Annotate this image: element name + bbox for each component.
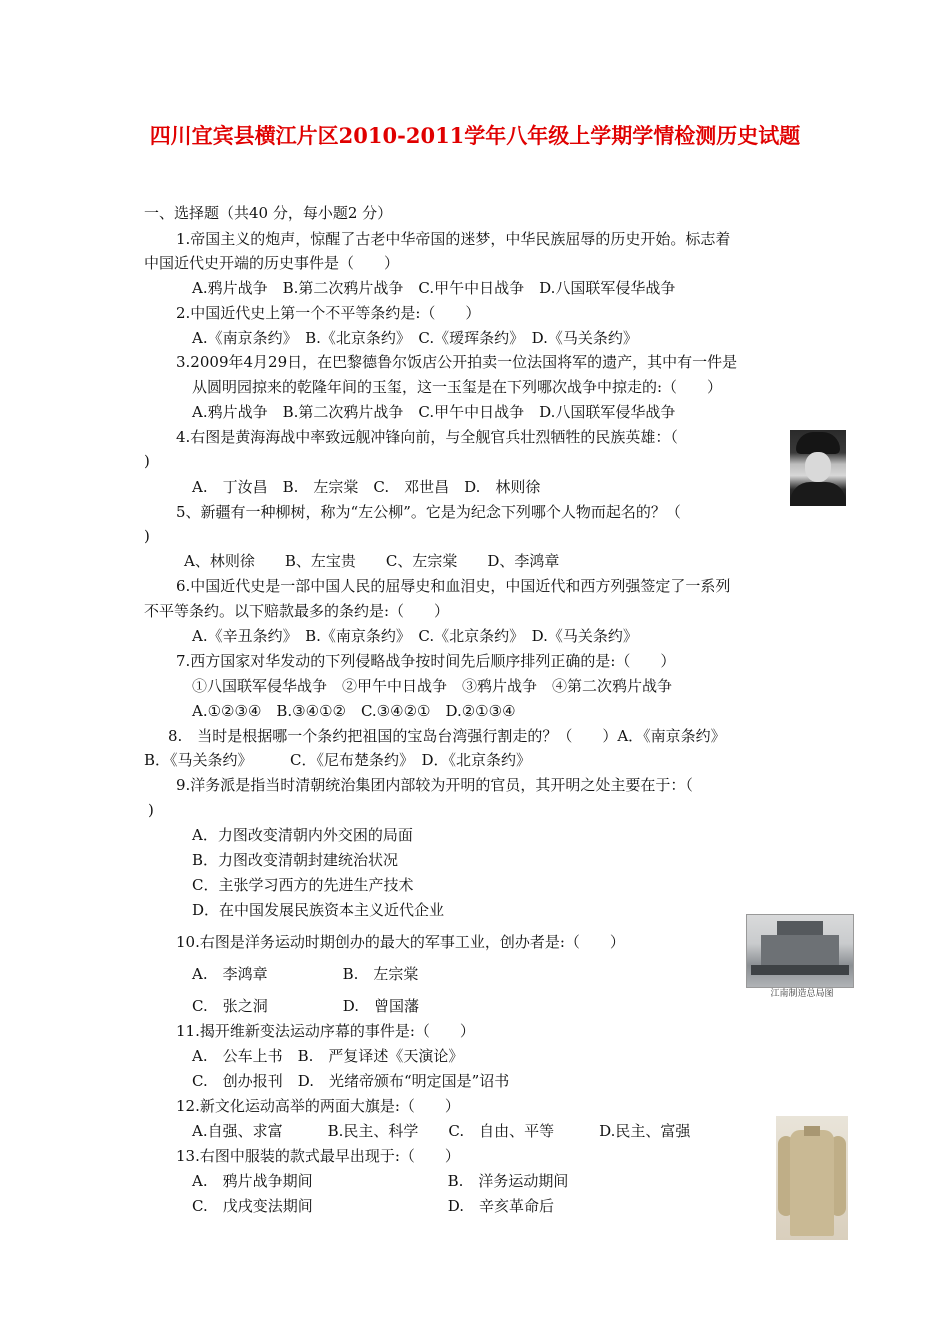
- crowd-shape: [751, 965, 849, 975]
- question-9-line-2: ): [148, 801, 154, 819]
- question-11-options-1: A. 公车上书 B. 严复译述《天演论》: [192, 1047, 464, 1065]
- question-4-line-2: ): [144, 452, 150, 470]
- question-9-option-a: A．力图改变清朝内外交困的局面: [192, 826, 413, 844]
- question-9-option-c: C．主张学习西方的先进生产技术: [192, 876, 414, 894]
- question-13-options-1: A. 鸦片战争期间 B. 洋务运动期间: [192, 1172, 569, 1190]
- question-4-options: A. 丁汝昌 B. 左宗棠 C. 邓世昌 D. 林则徐: [192, 478, 541, 496]
- question-8-line-1: 8. 当时是根据哪一个条约把祖国的宝岛台湾强行割走的？（ ）A．《南京条约》: [168, 727, 726, 745]
- question-1-line-2: 中国近代史开端的历史事件是（ ）: [144, 254, 400, 272]
- question-7-items: ①八国联军侵华战争 ②甲午中日战争 ③鸦片战争 ④第二次鸦片战争: [192, 677, 673, 695]
- deng-shichang-portrait-image: [790, 430, 846, 506]
- jacket-body-shape: [790, 1130, 834, 1236]
- question-3-line-1: 3.2009年4月29日，在巴黎德鲁尔饭店公开拍卖一位法国将军的遗产，其中有一件是: [176, 353, 738, 371]
- question-1-options: A.鸦片战争 B.第二次鸦片战争 C.甲午中日战争 D.八国联军侵华战争: [192, 279, 676, 297]
- question-13-line-1: 13.右图中服装的款式最早出现于:（ ）: [176, 1147, 460, 1165]
- question-7-line-1: 7.西方国家对华发动的下列侵略战争按时间先后顺序排列正确的是:（ ）: [176, 652, 676, 670]
- question-8-line-2: B．《马关条约》 C．《尼布楚条约》 D．《北京条约》: [144, 751, 532, 769]
- question-12-options: A.自强、求富 B.民主、科学 C. 自由、平等 D.民主、富强: [192, 1122, 691, 1140]
- question-6-options: A.《辛丑条约》 B.《南京条约》 C.《北京条约》 D.《马关条约》: [192, 627, 638, 645]
- question-10-options-2: C. 张之洞 D. 曾国藩: [192, 997, 419, 1015]
- section-heading: 一、选择题（共40 分，每小题2 分）: [144, 204, 393, 222]
- question-2-line-1: 2.中国近代史上第一个不平等条约是:（ ）: [176, 304, 481, 322]
- face-shape: [805, 452, 831, 482]
- question-5-line-1: 5、新疆有一种柳树，称为“左公柳”。它是为纪念下列哪个人物而起名的？（: [176, 503, 681, 521]
- question-9-line-1: 9.洋务派是指当时清朝统治集团内部较为开明的官员，其开明之处主要在于：（: [176, 776, 693, 794]
- question-11-line-1: 11.揭开维新变法运动序幕的事件是:（ ）: [176, 1022, 475, 1040]
- question-4-line-1: 4.右图是黄海海战中率致远舰冲锋向前，与全舰官兵壮烈牺牲的民族英雄：（: [176, 428, 678, 446]
- question-3-options: A.鸦片战争 B.第二次鸦片战争 C.甲午中日战争 D.八国联军侵华战争: [192, 403, 676, 421]
- question-5-options: A、林则徐 B、左宝贵 C、左宗棠 D、李鸿章: [184, 552, 560, 570]
- question-3-line-2: 从圆明园掠来的乾隆年间的玉玺，这一玉玺是在下列哪次战争中掠走的:（ ）: [192, 378, 723, 396]
- question-6-line-2: 不平等条约。以下赔款最多的条约是:（ ）: [144, 602, 450, 620]
- question-11-options-2: C. 创办报刊 D. 光绪帝颁布“明定国是”诏书: [192, 1072, 510, 1090]
- question-6-line-1: 6.中国近代史是一部中国人民的屈辱史和血泪史，中国近代和西方列强签定了一系列: [176, 577, 731, 595]
- question-10-line-1: 10.右图是洋务运动时期创办的最大的军事工业，创办者是:（ ）: [176, 933, 625, 951]
- question-12-line-1: 12.新文化运动高举的两面大旗是:（ ）: [176, 1097, 460, 1115]
- question-13-options-2: C. 戊戌变法期间 D. 辛亥革命后: [192, 1197, 554, 1215]
- question-7-options: A.①②③④ B.③④①② C.③④②① D.②①③④: [192, 702, 516, 720]
- question-2-options: A.《南京条约》 B.《北京条约》 C.《瑷珲条约》 D.《马关条约》: [192, 329, 638, 347]
- collar-shape: [804, 1126, 820, 1136]
- question-10-options-1: A. 李鸿章 B. 左宗棠: [192, 965, 419, 983]
- page-title: 四川宜宾县横江片区2010-2011学年八年级上学期学情检测历史试题: [149, 123, 801, 148]
- zhongshan-suit-image: [776, 1116, 848, 1240]
- question-1-line-1: 1.帝国主义的炮声，惊醒了古老中华帝国的迷梦，中华民族屈辱的历史开始。标志着: [176, 230, 731, 248]
- hat-shape: [796, 432, 840, 454]
- arsenal-image-caption: 江南制造总局图: [770, 989, 834, 999]
- question-5-line-2: ): [144, 527, 150, 545]
- jiangnan-arsenal-image: [746, 914, 854, 988]
- question-9-option-d: D．在中国发展民族资本主义近代企业: [192, 901, 445, 919]
- question-9-option-b: B．力图改变清朝封建统治状况: [192, 851, 399, 869]
- robe-shape: [790, 482, 846, 506]
- building-shape: [761, 935, 839, 965]
